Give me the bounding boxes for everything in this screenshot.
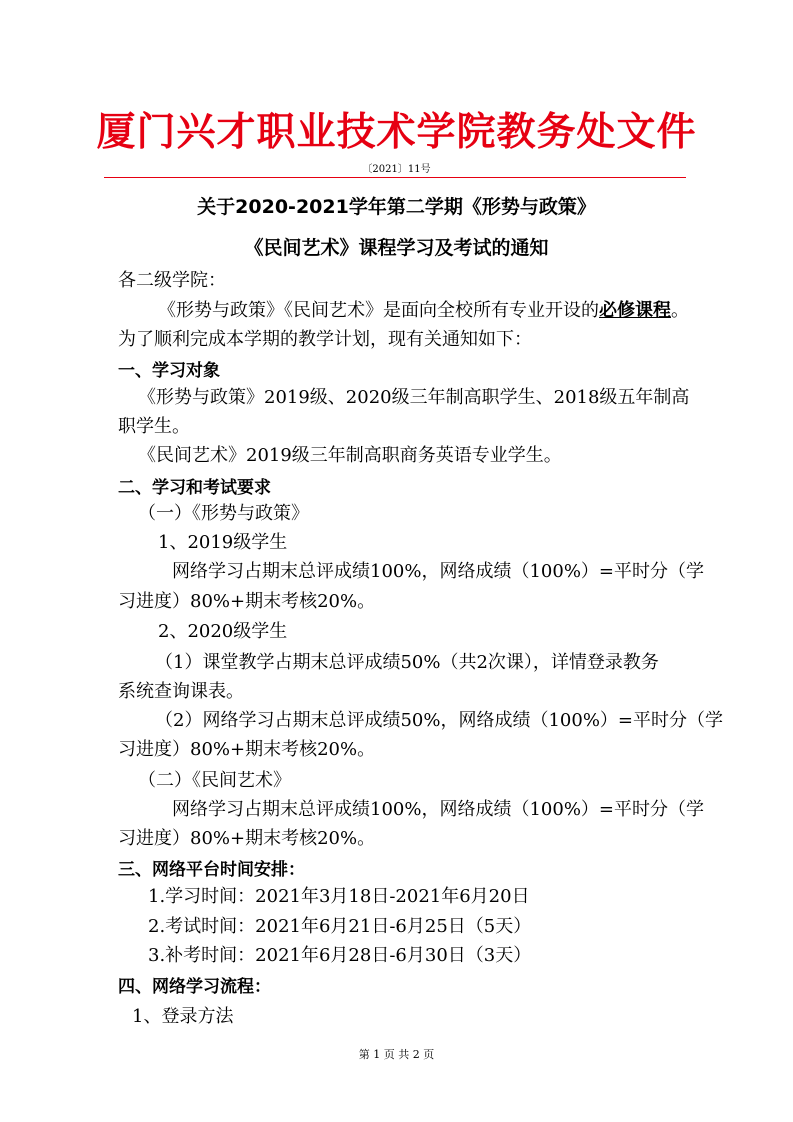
section-1-line-3: 《民间艺术》2019级三年制高职商务英语专业学生。 xyxy=(138,445,562,466)
header-divider xyxy=(104,177,686,178)
salutation: 各二级学院： xyxy=(118,270,226,291)
section-2-sub-2-line-1: 网络学习占期末总评成绩100%，网络成绩（100%）=平时分（学 xyxy=(172,799,704,820)
required-course-emphasis: 必修课程 xyxy=(599,300,671,321)
intro-line-2: 为了顺利完成本学期的教学计划，现有关通知如下： xyxy=(118,329,532,350)
section-3-heading: 三、网络平台时间安排： xyxy=(118,860,305,880)
intro-paragraph xyxy=(158,296,689,322)
section-2-item-1-line-2: 习进度）80%+期末考核20%。 xyxy=(118,591,376,612)
section-2-item-1: 1、2019级学生 xyxy=(158,532,288,553)
section-2-sub-2: （二）《民间艺术》 xyxy=(138,770,291,791)
notice-title-line-2: 《民间艺术》课程学习及考试的通知 xyxy=(244,237,549,259)
document-header-title: 厦门兴才职业技术学院教务处文件 xyxy=(96,109,697,155)
notice-title-line-1: 关于2020-2021学年第二学期《形势与政策》 xyxy=(197,196,596,218)
section-2-item-2a-line-1: （1）课堂教学占期末总评成绩50%（共2次课），详情登录教务 xyxy=(155,652,659,673)
section-1-heading: 一、学习对象 xyxy=(118,361,220,381)
section-2-item-2: 2、2020级学生 xyxy=(158,621,288,642)
section-1-line-1: 《形势与政策》2019级、2020级三年制高职学生、2018级五年制高 xyxy=(138,387,690,408)
schedule-exam-period: 2.考试时间：2021年6月21日-6月25日（5天） xyxy=(148,916,532,937)
section-2-sub-1: （一）《形势与政策》 xyxy=(138,503,309,524)
section-4-item-1: 1、登录方法 xyxy=(132,1006,234,1027)
schedule-study-period: 1.学习时间：2021年3月18日-2021年6月20日 xyxy=(148,886,530,907)
section-4-heading: 四、网络学习流程： xyxy=(118,977,271,997)
intro-text-pre: 《形势与政策》《民间艺术》是面向全校所有专业开设的 xyxy=(158,300,599,321)
page-footer: 第 1 页 共 2 页 xyxy=(358,1048,435,1061)
section-2-item-2b-line-1: （2）网络学习占期末总评成绩50%，网络成绩（100%）=平时分（学 xyxy=(155,710,723,731)
section-2-item-2b-line-2: 习进度）80%+期末考核20%。 xyxy=(118,739,376,760)
section-2-sub-2-line-2: 习进度）80%+期末考核20%。 xyxy=(118,828,376,849)
section-2-item-1-line-1: 网络学习占期末总评成绩100%，网络成绩（100%）=平时分（学 xyxy=(172,561,704,582)
section-2-heading: 二、学习和考试要求 xyxy=(118,478,271,498)
schedule-makeup-period: 3.补考时间：2021年6月28日-6月30日（3天） xyxy=(148,945,532,966)
section-1-line-2: 职学生。 xyxy=(118,416,190,437)
document-number: 〔2021〕11号 xyxy=(362,164,431,175)
intro-text-post: 。 xyxy=(671,300,689,321)
section-2-item-2a-line-2: 系统查询课表。 xyxy=(118,681,244,702)
